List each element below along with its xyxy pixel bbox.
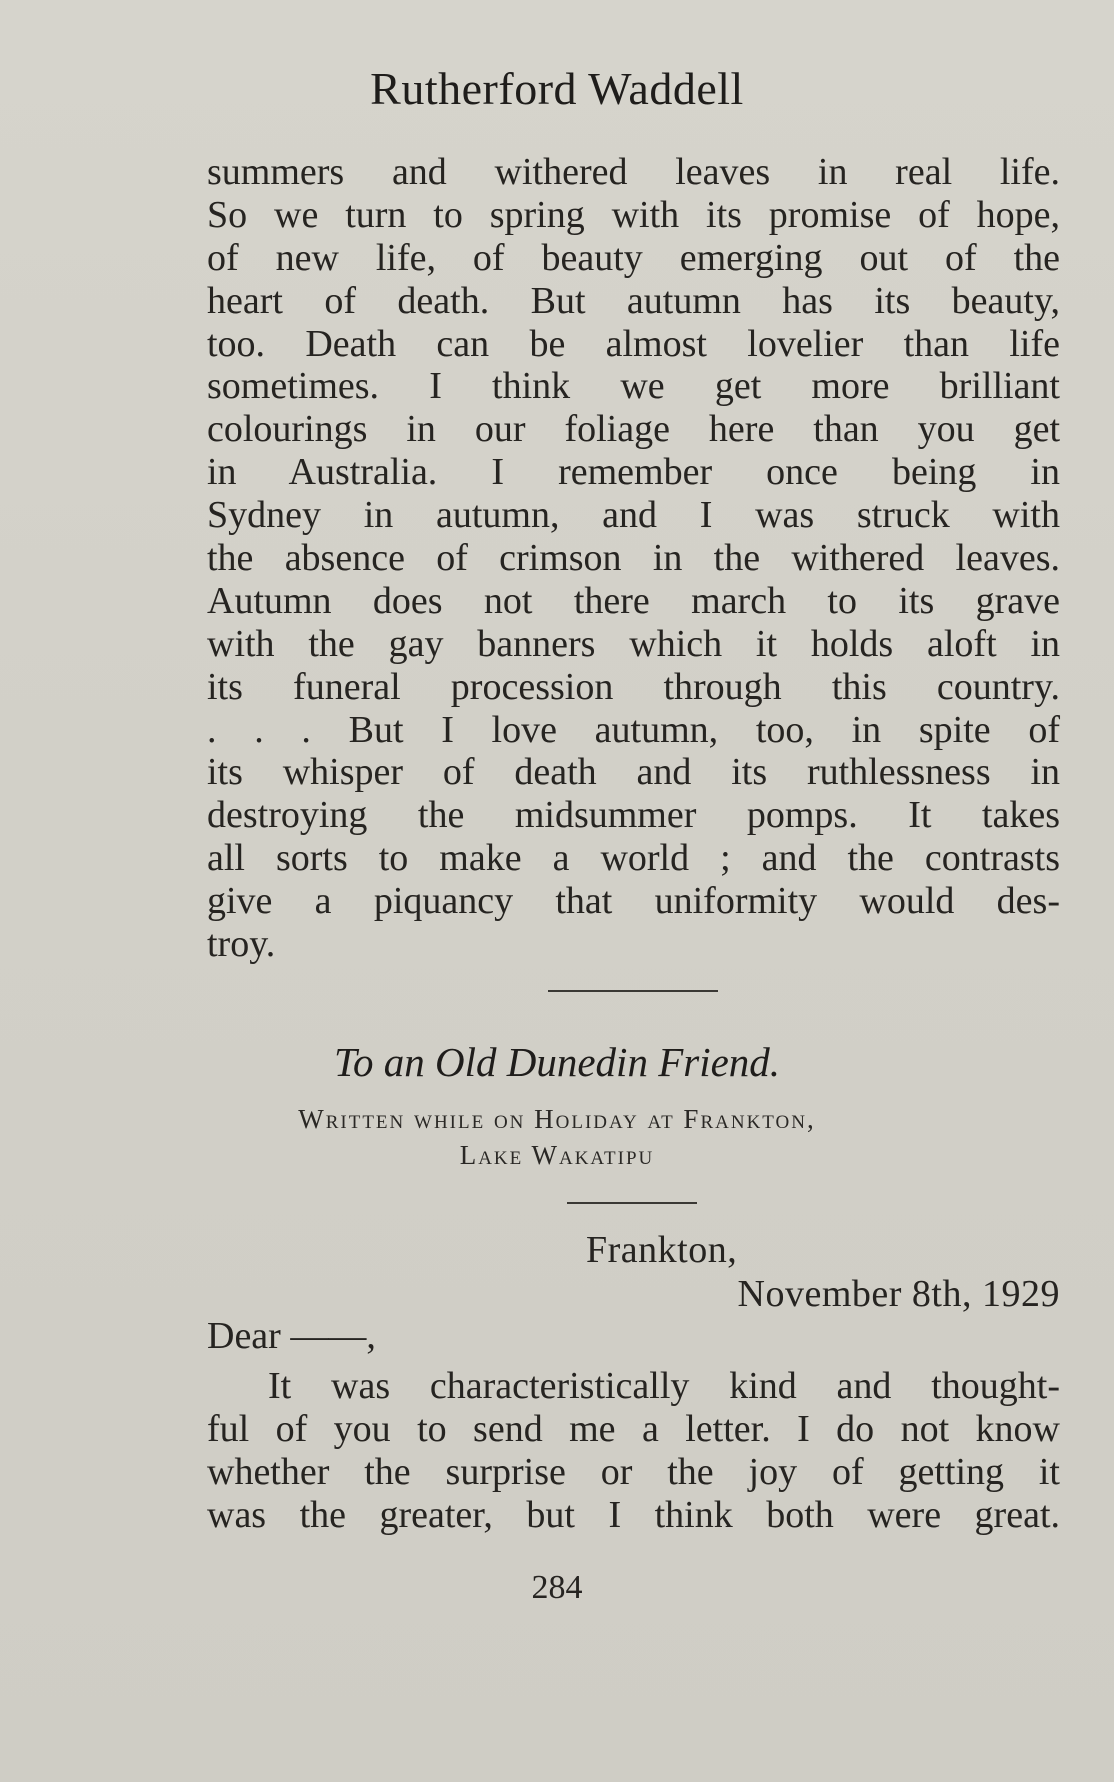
letter-place: Frankton, (586, 1229, 738, 1271)
letter-line: ful of you to send me a letter. I do not know (207, 1407, 1060, 1450)
body-line: Sydney in autumn, and I was struck with (207, 494, 1060, 537)
subtitle-divider (567, 1202, 697, 1204)
body-line: heart of death. But autumn has its beauty, (207, 279, 1060, 322)
body-line: in Australia. I remember once being in (207, 451, 1060, 494)
section-subtitle: Written while on Holiday at Frankton, (298, 1104, 816, 1134)
letter-date: November 8th, 1929 (737, 1273, 1060, 1315)
body-line: the absence of crimson in the withered leaves. (207, 537, 1060, 580)
body-line: . . . But I love autumn, too, in spite of (207, 708, 1060, 751)
body-line: troy. (207, 923, 276, 966)
body-line: summers and withered leaves in real life. (207, 151, 1060, 193)
body-line: give a piquancy that uniformity would des- (207, 880, 1060, 923)
body-line: colourings in our foliage here than you get (207, 408, 1060, 451)
body-line: Autumn does not there march to its grave (207, 579, 1060, 622)
body-line: its whisper of death and its ruthlessness in (207, 751, 1060, 794)
letter-salutation: Dear ——, (207, 1315, 376, 1357)
body-line: with the gay banners which it holds aloft in (207, 622, 1060, 665)
page-number: 284 (531, 1569, 583, 1606)
body-line: too. Death can be almost lovelier than life (207, 322, 1060, 365)
body-line: all sorts to make a world ; and the contrasts (207, 837, 1060, 880)
section-title: To an Old Dunedin Friend. (333, 1039, 781, 1085)
body-line: sometimes. I think we get more brilliant (207, 365, 1060, 408)
section-subtitle: Lake Wakatipu (459, 1140, 655, 1170)
body-text (207, 151, 1060, 966)
letter-line: It was characteristically kind and thought- (268, 1365, 1060, 1407)
body-line: So we turn to spring with its promise of hope, (207, 193, 1060, 236)
body-line: its funeral procession through this country. (207, 665, 1060, 708)
letter-line: whether the surprise or the joy of getting it (207, 1450, 1060, 1493)
body-line: of new life, of beauty emerging out of the (207, 236, 1060, 279)
letter-line: was the greater, but I think both were great. (207, 1493, 1060, 1536)
body-line: destroying the midsummer pomps. It takes (207, 794, 1060, 837)
letter-body (207, 1365, 1060, 1537)
running-head: Rutherford Waddell (370, 63, 744, 114)
section-divider (548, 990, 718, 992)
